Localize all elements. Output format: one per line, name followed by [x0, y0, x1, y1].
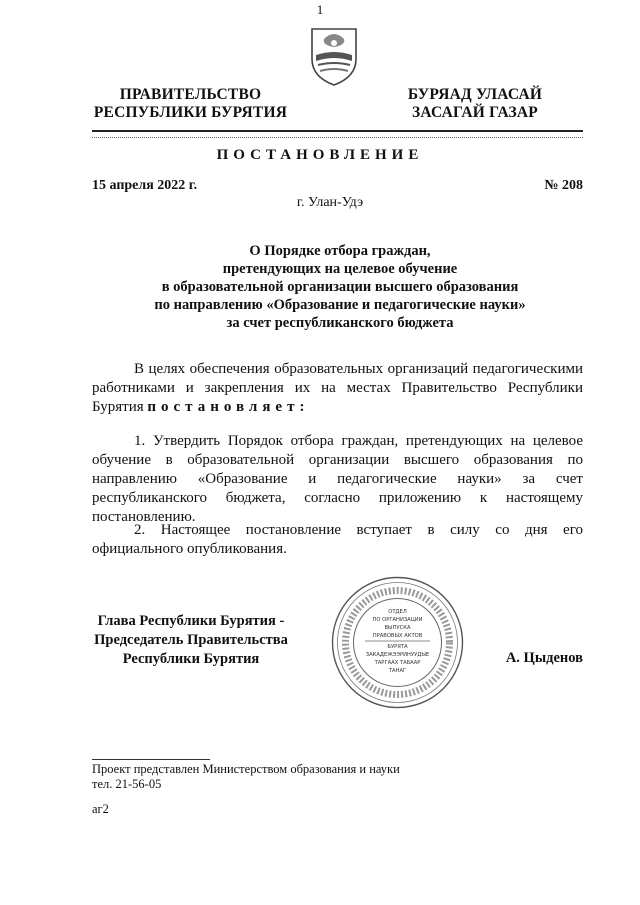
org-name-buryat: [385, 86, 565, 122]
title-line: претендующих на целевое обучение: [222, 261, 458, 277]
title-line: О Порядке отбора граждан,: [249, 243, 431, 259]
stamp-line: ОТДЕЛ: [388, 609, 407, 615]
footnote: [92, 762, 400, 792]
footnote-author: Проект представлен Министерством образования и науки: [92, 762, 400, 776]
coat-of-arms-icon: [306, 25, 362, 87]
title-line: по направлению «Образование и педагогические науки»: [154, 297, 526, 313]
document-title: [90, 242, 590, 332]
org-name-buryat-line2: ЗАСАГАЙ ГАЗАР: [412, 104, 538, 121]
document-code: аг2: [92, 802, 109, 816]
footnote-phone: тел. 21-56-05: [92, 777, 162, 791]
resolution-keyword: постановляет:: [147, 399, 310, 415]
footnote-divider: [92, 759, 210, 760]
signatory-title-line: Республики Бурятия: [122, 651, 260, 667]
page-number: 1: [316, 2, 324, 17]
signatory-title-line: Глава Республики Бурятия -: [97, 613, 285, 629]
stamp-line: ПРАВОВЫХ АКТОВ: [372, 633, 423, 639]
clause-1: [92, 432, 583, 527]
title-line: в образовательной организации высшего образования: [161, 279, 519, 295]
stamp-line: БУРЯТА: [387, 644, 408, 650]
org-name-russian-line1: ПРАВИТЕЛЬСТВО: [119, 86, 262, 103]
document-city: г. Улан-Удэ: [296, 195, 364, 210]
stamp-line: ВЫПУСКА: [384, 625, 411, 631]
title-line: за счет республиканского бюджета: [226, 315, 454, 331]
stamp-line: ТАНАГ: [388, 668, 407, 674]
official-stamp: [330, 575, 465, 710]
preamble-text: В целях обеспечения образовательных организаций педагогическими работниками и закрепления их на местах Правительство Республики Бурятия: [92, 361, 583, 415]
preamble-paragraph: [92, 360, 583, 417]
document-date: 15 апреля 2022 г.: [92, 178, 198, 193]
org-name-russian: [78, 86, 303, 122]
header-divider: [92, 130, 583, 132]
clause-1-text: 1. Утвердить Порядок отбора граждан, претендующих на целевое обучение в образовательной организации высшего образования по направлению «Образование и педагогические науки» за счет республиканского бюджета, согласно приложению к настоящему постановлению.: [92, 433, 583, 525]
signatory-name: А. Цыденов: [505, 650, 583, 666]
stamp-line: ЗАКАДЕЖЭЭРИНУУДЫЕ: [365, 652, 430, 658]
signatory-title-line: Председатель Правительства: [94, 632, 288, 648]
clause-2: [92, 521, 583, 559]
org-name-buryat-line1: БУРЯАД УЛАСАЙ: [407, 86, 543, 103]
header-divider-dotted: [92, 137, 583, 138]
document-type: ПОСТАНОВЛЕНИЕ: [216, 147, 424, 163]
org-name-russian-line2: РЕСПУБЛИКИ БУРЯТИЯ: [93, 104, 288, 121]
stamp-line: ПО ОРГАНИЗАЦИИ: [372, 617, 423, 623]
document-number: № 208: [544, 178, 583, 193]
signatory-title: [80, 612, 302, 669]
stamp-line: ТАРГААХ ТАБААР: [374, 660, 421, 666]
clause-2-text: 2. Настоящее постановление вступает в силу со дня его официального опубликования.: [92, 522, 583, 557]
